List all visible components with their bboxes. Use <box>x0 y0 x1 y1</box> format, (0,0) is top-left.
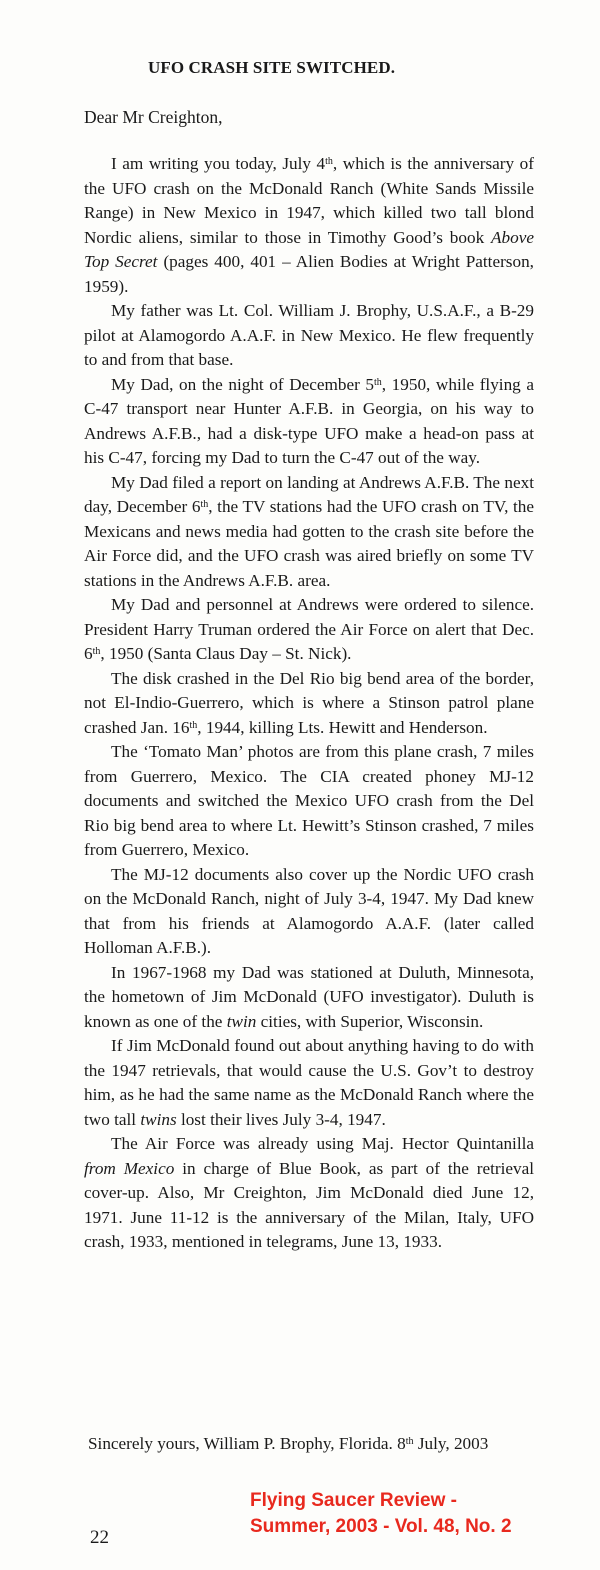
text-run: My father was Lt. Col. William J. Brophy, U.S.A.F., a B-29 pilot at Alamogordo A.A.F. in New Mexico. He flew frequently to and from that base. <box>84 301 534 369</box>
text-run: (pages 400, 401 – Alien Bodies at Wright Patterson, 1959). <box>84 252 534 296</box>
text-run: in charge of Blue Book, as part of the retrieval cover-up. Also, Mr Creighton, Jim McDonald died June 12, 1971. June 11-12 is the anniversary of the Milan, Italy, UFO crash, 1933, mentioned in telegrams, June 13, 1933. <box>84 1158 534 1251</box>
paragraph <box>84 471 534 594</box>
paragraph <box>84 299 534 373</box>
text-run: My Dad and personnel at Andrews were ordered to silence. President Harry Truman ordered the Air Force on alert that Dec. 6 <box>84 595 534 663</box>
text-run: lost their lives July 3-4, 1947. <box>176 1109 386 1129</box>
text-run: cities, with Superior, Wisconsin. <box>256 1011 484 1031</box>
italic-text: from Mexico <box>84 1158 175 1178</box>
text-run: The MJ-12 documents also cover up the Nordic UFO crash on the McDonald Ranch, night of July 3-4, 1947. My Dad knew that from his friends at Alamogordo A.A.F. (later called Holloman A.F.B.). <box>84 864 534 957</box>
text-run: , 1944, killing Lts. Hewitt and Henderson. <box>197 717 488 737</box>
ordinal-suffix: th <box>325 156 333 167</box>
source-line-1: Flying Saucer Review - <box>250 1490 457 1511</box>
text-run: , which is the anniversary of the UFO crash on the McDonald Ranch (White Sands Missile Range) in New Mexico in 1947, which killed two tall blond Nordic aliens, similar to those in Timothy Good’s book <box>84 154 534 247</box>
italic-text: Above Top Secret <box>84 227 534 271</box>
text-run: The ‘Tomato Man’ photos are from this plane crash, 7 miles from Guerrero, Mexico. The CIA created phoney MJ-12 documents and switched the Mexico UFO crash from the Del Rio big bend area to where Lt. Hewitt’s Stinson crashed, 7 miles from Guerrero, Mexico. <box>84 742 534 859</box>
paragraph <box>84 1132 534 1255</box>
letter-body <box>84 152 534 1255</box>
text-run: In 1967-1968 my Dad was stationed at Duluth, Minnesota, the hometown of Jim McDonald (UFO investigator). Duluth is known as one of the <box>84 962 534 1031</box>
text-run: , 1950, while flying a C-47 transport near Hunter A.F.B. in Georgia, on his way to Andrews A.F.B., had a disk-type UFO make a head-on pass at his C-47, forcing my Dad to turn the C-47 out of the way. <box>84 374 534 467</box>
italic-text: twin <box>226 1011 257 1031</box>
text-run: July, 2003 <box>413 1434 489 1453</box>
salutation: Dear Mr Creighton, <box>84 107 223 127</box>
text-run: , 1950 (Santa Claus Day – St. Nick). <box>100 644 352 663</box>
text-run: Sincerely yours, William P. Brophy, Florida. 8 <box>88 1434 406 1453</box>
paragraph <box>84 740 534 863</box>
text-run: My Dad filed a report on landing at Andrews A.F.B. The next day, December 6 <box>84 472 534 516</box>
paragraph <box>84 1034 534 1132</box>
italic-text: twins <box>140 1109 177 1129</box>
paragraph <box>84 961 534 1035</box>
paragraph <box>84 667 534 741</box>
source-line-2: Summer, 2003 - Vol. 48, No. 2 <box>250 1516 512 1537</box>
text-run: , the TV stations had the UFO crash on TV, the Mexicans and news media had gotten to the crash site before the Air Force did, and the UFO crash was aired briefly on some TV stations in the Andrews A.F.B. area. <box>84 497 534 590</box>
text-run: The disk crashed in the Del Rio big bend area of the border, not El-Indio-Guerrero, which is where a Stinson patrol plane crashed Jan. 16 <box>84 668 534 737</box>
paragraph <box>84 863 534 961</box>
article-title: UFO CRASH SITE SWITCHED. <box>148 58 396 77</box>
text-run: I am writing you today, July 4 <box>111 154 326 173</box>
text-run: My Dad, on the night of December 5 <box>111 374 374 394</box>
text-run: If Jim McDonald found out about anything having to do with the 1947 retrievals, that would cause the U.S. Gov’t to destroy him, as he had the same name as the McDonald Ranch where the two tall <box>84 1036 534 1129</box>
letter-closing <box>88 1432 536 1456</box>
paragraph <box>84 593 534 667</box>
ordinal-suffix: th <box>374 376 382 388</box>
paragraph <box>84 373 534 471</box>
ordinal-suffix: th <box>189 719 198 731</box>
page-number: 22 <box>90 1527 109 1548</box>
source-caption <box>250 1488 512 1540</box>
text-run: The Air Force was already using Maj. Hector Quintanilla <box>111 1134 534 1153</box>
ordinal-suffix: th <box>405 1436 414 1447</box>
ordinal-suffix: th <box>200 499 209 510</box>
paragraph <box>84 152 534 299</box>
ordinal-suffix: th <box>92 646 101 657</box>
